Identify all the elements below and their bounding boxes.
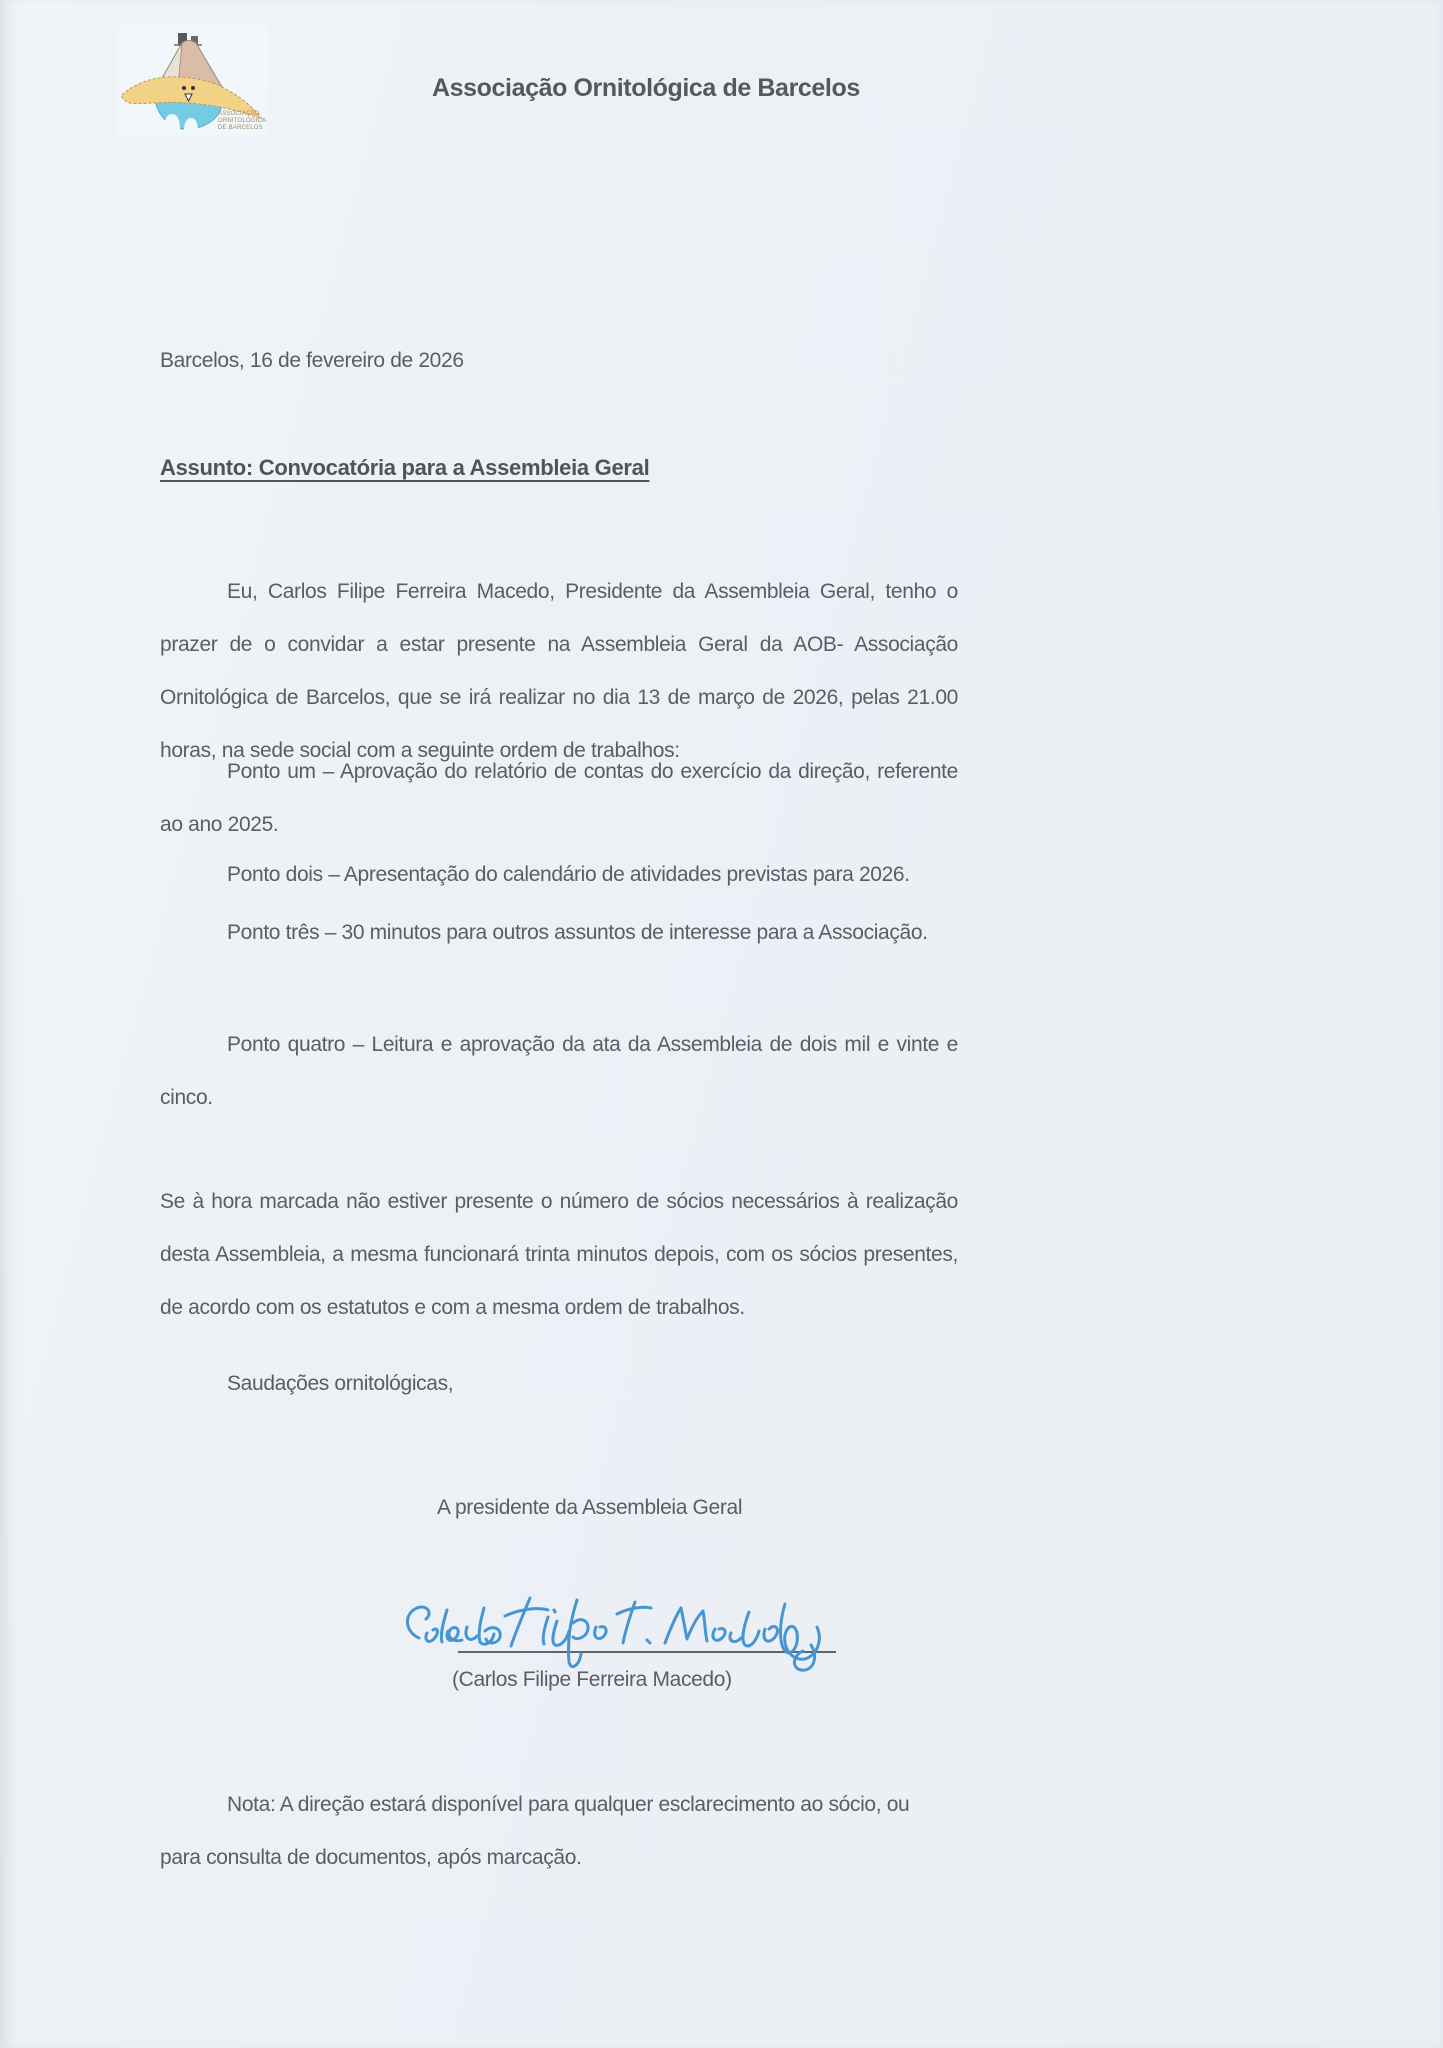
intro-line-1: Eu, Carlos Filipe Ferreira Macedo, Presidente da Assembleia Geral, tenho o [227, 580, 958, 603]
agenda-item-4-line-1: Ponto quatro – Leitura e aprovação da ata da Assembleia de dois mil e vinte e [227, 1033, 958, 1056]
intro-line-3: Ornitológica de Barcelos, que se irá realizar no dia 13 de março de 2026, pelas 21.00 [160, 686, 958, 709]
signer-title: A presidente da Assembleia Geral [437, 1496, 743, 1519]
quorum-line-2: desta Assembleia, a mesma funcionará trinta minutos depois, com os sócios presentes, [160, 1243, 958, 1266]
logo-caption-line: DE BARCELOS [218, 125, 263, 131]
org-name-title: Associação Ornitológica de Barcelos [432, 74, 860, 102]
intro-line-2: prazer de o convidar a estar presente na Assembleia Geral da AOB- Associação [160, 633, 958, 656]
agenda-item-4-line-2: cinco. [160, 1086, 213, 1109]
agenda-item-3-line-1: Ponto três – 30 minutos para outros assuntos de interesse para a Associação. [227, 921, 928, 944]
agenda-item-1-line-1: Ponto um – Aprovação do relatório de contas do exercício da direção, referente [227, 760, 958, 783]
agenda-item-4 [160, 1018, 958, 1124]
logo-caption [218, 111, 266, 132]
agenda-item-2-line-1: Ponto dois – Apresentação do calendário de atividades previstas para 2026. [227, 863, 910, 886]
quorum-line-3: de acordo com os estatutos e com a mesma ordem de trabalhos. [160, 1296, 745, 1319]
signer-name: (Carlos Filipe Ferreira Macedo) [452, 1668, 732, 1691]
agenda-item-2 [160, 848, 958, 901]
note-line-1: Nota: A direção estará disponível para qualquer esclarecimento ao sócio, ou [227, 1793, 910, 1816]
agenda-item-1-line-2: ao ano 2025. [160, 813, 279, 836]
note-line-2: para consulta de documentos, após marcação. [160, 1846, 582, 1869]
association-logo [118, 25, 268, 137]
note-paragraph [160, 1778, 958, 1884]
logo-caption-line: ASSOCIAÇÃO [218, 111, 260, 117]
closing-salutation: Saudações ornitológicas, [227, 1372, 454, 1395]
date-line: Barcelos, 16 de fevereiro de 2026 [160, 349, 464, 372]
agenda-item-3 [160, 906, 958, 959]
intro-line-4: horas, na sede social com a seguinte ordem de trabalhos: [160, 739, 680, 762]
quorum-line-1: Se à hora marcada não estiver presente o número de sócios necessários à realização [160, 1190, 958, 1213]
quorum-paragraph [160, 1175, 958, 1334]
logo-caption-line: ORNITOLÓGICA [218, 118, 267, 124]
subject-line: Assunto: Convocatória para a Assembleia Geral [160, 455, 650, 480]
agenda-item-1 [160, 745, 958, 851]
